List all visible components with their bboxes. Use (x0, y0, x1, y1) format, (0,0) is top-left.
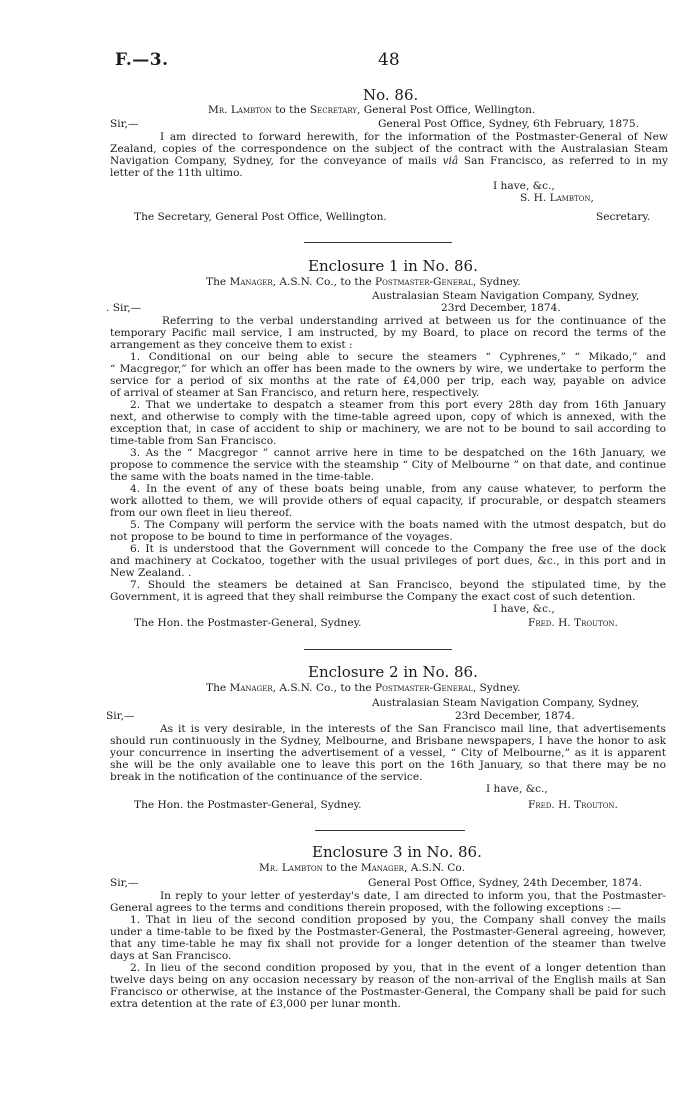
letter-date: General Post Office, Sydney, 24th December, 1874. (368, 877, 643, 889)
body-line: next, and otherwise to comply with the time-table agreed upon, copy of which is annexed, with the (110, 411, 666, 423)
body-line: from our own fleet in lieu thereof. (110, 507, 293, 519)
body-line: Government, it is agreed that they shall reimburse the Company the exact cost of such detention. (110, 591, 636, 603)
signature: Fred. H. Trouton. (528, 617, 618, 629)
sender-address: Australasian Steam Navigation Company, Sydney, (372, 697, 640, 709)
signature: S. H. Lambton, (520, 192, 594, 204)
body-line: work allotted to them, we will provide others of equal capacity, if procurable, or despatch steamers (110, 495, 666, 507)
body-line: arrangement as they conceive them to exist : (110, 339, 353, 351)
body-line: under a time-table to be fixed by the Postmaster-General, the Postmaster-General agreeing, however, (110, 926, 666, 938)
body-line: days at San Francisco. (110, 950, 232, 962)
salutation: Sir,— (110, 877, 139, 889)
body-line: 6. It is understood that the Government will concede to the Company the free use of the dock (130, 543, 666, 555)
body-line: of arrival of steamer at San Francisco, and return here, respectively. (110, 387, 480, 399)
salutation: . Sir,— (106, 302, 142, 314)
letter-heading: Mr. Lambton to the Secretary, General Post Office, Wellington. (208, 104, 536, 116)
body-line: 4. In the event of any of these boats being unable, from any cause whatever, to perform the (130, 483, 666, 495)
body-line: that any time-table he may fix shall not provide for a longer detention of the steamer than twelve (110, 938, 666, 950)
body-line: and machinery at Cockatoo, together with the usual privileges of port dues, &c., in this port and in (110, 555, 666, 567)
body-line: service for a period of six months at the rate of £4,000 per trip, each way, payable on advice (110, 375, 666, 387)
letter-date: General Post Office, Sydney, 6th February, 1875. (378, 118, 639, 130)
letter-date: 23rd December, 1874. (441, 302, 561, 314)
enclosure-heading: The Manager, A.S.N. Co., to the Postmaster-General, Sydney. (206, 682, 521, 694)
body-line: 1. That in lieu of the second condition proposed by you, the Company shall convey the mails (130, 914, 666, 926)
body-line: I am directed to forward herewith, for the information of the Postmaster-General of New (160, 131, 668, 143)
section-divider (304, 242, 452, 243)
salutation: Sir,— (106, 710, 135, 722)
body-line: Zealand, copies of the correspondence on the subject of the contract with the Australasian Steam (110, 143, 668, 155)
body-line: should run continuously in the Sydney, Melbourne, and Brisbane newspapers, I have the honor to ask (110, 735, 666, 747)
body-line: temporary Pacific mail service, I am instructed, by my Board, to place on record the terms of the (110, 327, 666, 339)
body-line: propose to commence the service with the steamship “ City of Melbourne ” on that date, and continue (110, 459, 666, 471)
body-line: extra detention at the rate of £3,000 per lunar month. (110, 998, 401, 1010)
body-line: 2. In lieu of the second condition proposed by you, that in the event of a longer detention than (130, 962, 666, 974)
enclosure-title: Enclosure 1 in No. 86. (308, 257, 478, 275)
body-line: Francisco or otherwise, at the instance of the Postmaster-General, the Company shall be paid for such (110, 986, 666, 998)
addressee: The Hon. the Postmaster-General, Sydney. (134, 617, 362, 629)
body-line: not propose to be bound to time in performance of the voyages. (110, 531, 453, 543)
enclosure-heading: The Manager, A.S.N. Co., to the Postmaster-General, Sydney. (206, 276, 521, 288)
body-line: letter of the 11th ultimo. (110, 167, 243, 179)
page-series: F.—3. (115, 50, 169, 70)
body-line: “ Macgregor,” for which an offer has been made to the owners by wire, we undertake to perform the (110, 363, 666, 375)
letter-title: No. 86. (363, 86, 419, 104)
body-line: 3. As the “ Macgregor ” cannot arrive here in time to be despatched on the 16th January, we (130, 447, 666, 459)
body-line: break in the notification of the continuance of the service. (110, 771, 423, 783)
body-line: 5. The Company will perform the service with the boats named with the utmost despatch, but do (130, 519, 666, 531)
body-line: twelve days being on any occasion necessary by reason of the non-arrival of the English mails at San (110, 974, 666, 986)
body-line: Referring to the verbal understanding arrived at between us for the continuance of the (162, 315, 666, 327)
enclosure-title: Enclosure 3 in No. 86. (312, 843, 482, 861)
salutation: Sir,— (110, 118, 139, 130)
section-divider (315, 830, 465, 831)
body-line: New Zealand. . (110, 567, 192, 579)
body-line: time-table from San Francisco. (110, 435, 277, 447)
section-divider (304, 649, 452, 650)
body-line: 7. Should the steamers be detained at San Francisco, beyond the stipulated time, by the (130, 579, 666, 591)
body-line: your concurrence in inserting the advertisement of a vessel, “ City of Melbourne,” as it is apparent (110, 747, 666, 759)
body-line: exception that, in case of accident to ship or machinery, we are not to be bound to sail according to (110, 423, 666, 435)
closing: I have, &c., (486, 783, 548, 795)
body-line: In reply to your letter of yesterday's date, I am directed to inform you, that the Postmaster- (160, 890, 666, 902)
sender-address: Australasian Steam Navigation Company, Sydney, (372, 290, 640, 302)
body-line: Navigation Company, Sydney, for the conveyance of mails viâ San Francisco, as referred to in my (110, 155, 668, 167)
addressee: The Hon. the Postmaster-General, Sydney. (134, 799, 362, 811)
closing: I have, &c., (493, 603, 555, 615)
closing: I have, &c., (493, 180, 555, 192)
body-line: 2. That we undertake to despatch a steamer from this port every 28th day from 16th January (130, 399, 666, 411)
enclosure-title: Enclosure 2 in No. 86. (308, 663, 478, 681)
page-number: 48 (378, 50, 400, 70)
signature-title: Secretary. (596, 211, 651, 223)
body-line: 1. Conditional on our being able to secure the steamers “ Cyphrenes,” “ Mikado,” and (130, 351, 666, 363)
body-line: As it is very desirable, in the interests of the San Francisco mail line, that advertisements (160, 723, 666, 735)
enclosure-heading: Mr. Lambton to the Manager, A.S.N. Co. (259, 862, 465, 874)
letter-date: 23rd December, 1874. (455, 710, 575, 722)
addressee: The Secretary, General Post Office, Wellington. (134, 211, 387, 223)
body-line: General agrees to the terms and conditions therein proposed, with the following exceptions :— (110, 902, 622, 914)
body-line: the same with the boats named in the time-table. (110, 471, 375, 483)
signature: Fred. H. Trouton. (528, 799, 618, 811)
body-line: she will be the only available one to leave this port on the 16th January, so that there may be no (110, 759, 666, 771)
